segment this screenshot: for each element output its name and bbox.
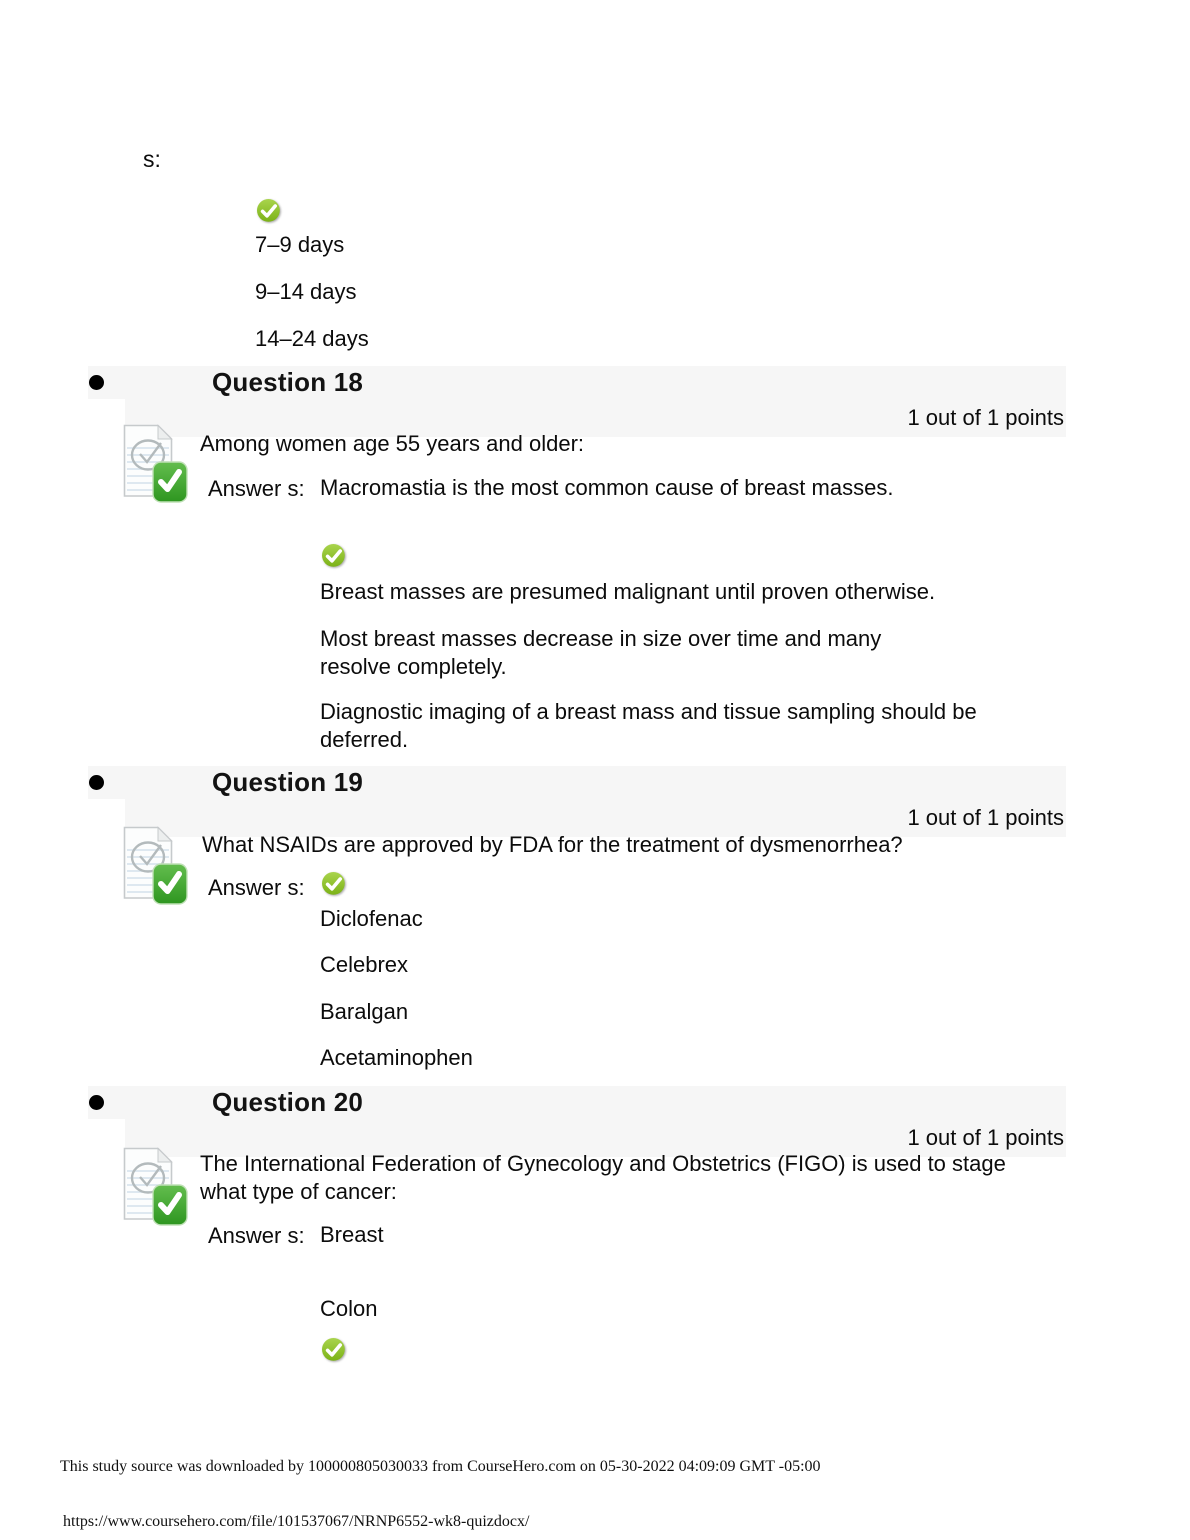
list-bullet	[89, 1095, 104, 1110]
answer-option: Colon	[320, 1296, 378, 1321]
correct-answer-check-icon	[256, 198, 282, 224]
question-title: Question 20	[212, 1087, 364, 1117]
correct-answer-check-icon	[321, 1337, 347, 1363]
points-earned: 1 out of 1 points	[907, 405, 1064, 430]
graded-question-doc-icon	[123, 1147, 189, 1227]
answers-label-fragment: s:	[143, 146, 161, 172]
graded-question-doc-icon	[123, 826, 189, 906]
answers-label: Answer s:	[208, 1223, 305, 1248]
points-earned: 1 out of 1 points	[907, 1125, 1064, 1150]
answer-option: 14–24 days	[255, 326, 369, 351]
question-text: Among women age 55 years and older:	[200, 431, 585, 456]
graded-question-doc-icon	[123, 424, 189, 504]
answer-option: Macromastia is the most common cause of breast masses.	[320, 475, 894, 500]
correct-answer-check-icon	[321, 543, 347, 569]
answer-option: Breast	[320, 1222, 384, 1247]
answer-option: Most breast masses decrease in size over time and many resolve completely.	[320, 626, 882, 679]
question-text: What NSAIDs are approved by FDA for the treatment of dysmenorrhea?	[202, 832, 903, 857]
source-url-link[interactable]: https://www.coursehero.com/file/101537067/NRNP6552-wk8-quizdocx/	[63, 1513, 530, 1530]
answer-option: Baralgan	[320, 999, 409, 1024]
question-title: Question 18	[212, 367, 364, 397]
points-earned: 1 out of 1 points	[907, 805, 1064, 830]
list-bullet	[89, 375, 104, 390]
answer-option: Diagnostic imaging of a breast mass and tissue sampling should be deferred.	[320, 699, 977, 752]
answers-label: Answer s:	[208, 875, 305, 900]
question-title: Question 19	[212, 767, 364, 797]
answers-label: Answer s:	[208, 476, 305, 501]
list-bullet	[89, 775, 104, 790]
answer-option: 7–9 days	[255, 232, 345, 257]
answer-option: Acetaminophen	[320, 1045, 473, 1070]
question-text: The International Federation of Gynecology and Obstetrics (FIGO) is used to stage what type of cancer:	[200, 1151, 1006, 1204]
download-attribution-note: This study source was downloaded by 100000805030033 from CourseHero.com on 05-30-2022 04:09:09 GMT -05:00	[60, 1458, 821, 1475]
answer-option: Celebrex	[320, 952, 409, 977]
correct-answer-check-icon	[321, 871, 347, 897]
answer-option: 9–14 days	[255, 279, 357, 304]
answer-option: Breast masses are presumed malignant until proven otherwise.	[320, 579, 936, 604]
answer-option: Diclofenac	[320, 906, 423, 931]
